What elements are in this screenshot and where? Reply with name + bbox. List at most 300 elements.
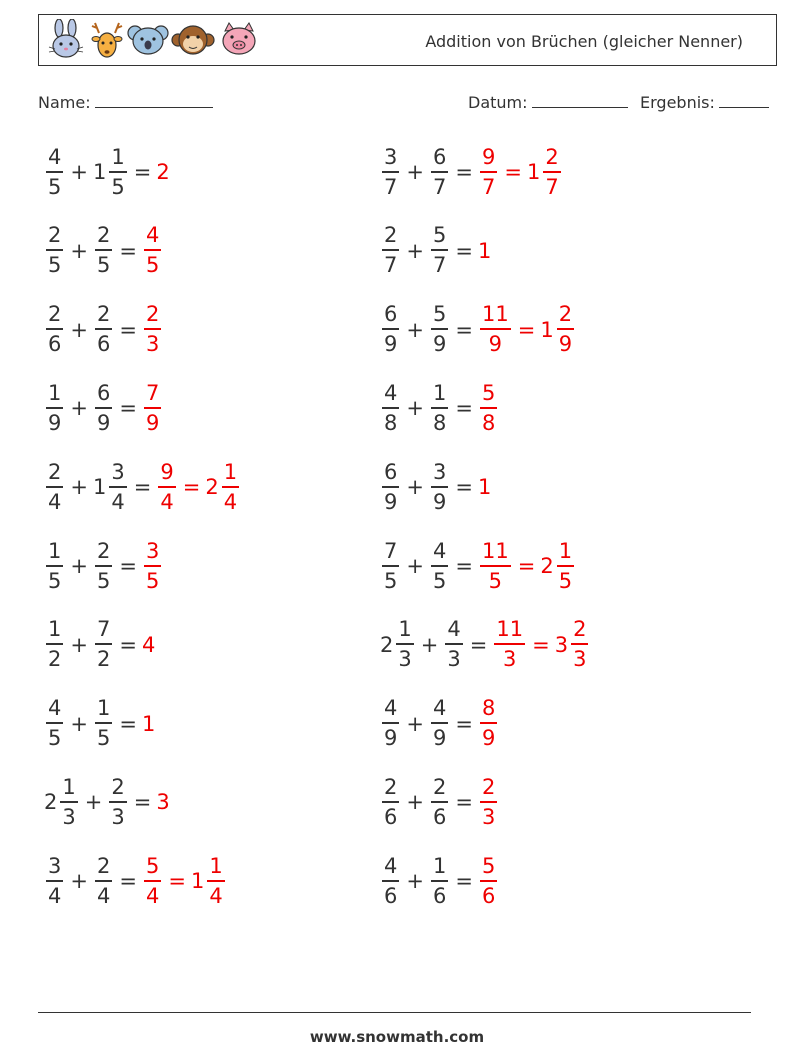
equals-sign: =: [133, 160, 152, 184]
problem-right-9: [380, 767, 499, 837]
addend-a-whole: 2: [44, 790, 58, 815]
plus-sign: +: [70, 632, 88, 657]
addend-b-fraction: [95, 619, 112, 670]
footer-url: www.snowmath.com: [309, 1028, 485, 1046]
problem-right-4: [380, 373, 499, 443]
equals-sign: =: [119, 632, 137, 657]
denominator: 5: [48, 726, 62, 751]
answer: [156, 790, 170, 814]
plus-sign: +: [406, 160, 424, 184]
numerator: 3: [111, 459, 125, 484]
answer-part-whole: 1: [477, 238, 492, 263]
answer-part-whole: 1: [526, 160, 541, 184]
answer: [492, 619, 590, 670]
answer-part-whole: 1: [141, 711, 156, 736]
answer-part-fraction: [480, 304, 511, 355]
answer-part-fraction: [480, 774, 497, 829]
numerator: 5: [481, 380, 496, 405]
answer-part-fraction: [144, 225, 161, 276]
numerator: 2: [432, 774, 447, 799]
numerator: 4: [384, 380, 398, 405]
denominator: 9: [432, 332, 447, 357]
numerator: 9: [481, 144, 496, 169]
addend-a-fraction: [46, 853, 63, 908]
plus-sign: +: [406, 711, 424, 736]
answer: [156, 459, 241, 514]
addend-a-fraction: [46, 380, 63, 435]
numerator: 1: [111, 144, 125, 169]
answer: [142, 538, 163, 593]
name-field[interactable]: [38, 93, 213, 112]
answer-part-whole: 2: [156, 160, 170, 184]
numerator: 6: [96, 380, 111, 405]
addend-a-fraction: [46, 304, 63, 355]
plus-sign: +: [70, 869, 88, 894]
addend-a-fraction: [46, 144, 63, 199]
denominator: 5: [96, 726, 111, 751]
addend-b-fraction: [431, 225, 448, 276]
numerator: 2: [111, 774, 125, 799]
addend-a-whole: 2: [380, 632, 394, 657]
numerator: 2: [145, 302, 160, 327]
answer-part-whole: 3: [156, 790, 170, 815]
addend-b-fraction: [445, 619, 462, 670]
addend-b-fraction: [431, 380, 448, 435]
answer: [478, 144, 563, 199]
answer: [478, 698, 499, 749]
numerator: 5: [145, 853, 160, 878]
answer-part-fraction: [222, 459, 239, 514]
answer-part-fraction: [571, 619, 588, 670]
addend-b-fraction: [431, 853, 448, 908]
answer-part-whole: 1: [477, 475, 492, 500]
numerator: 3: [384, 144, 398, 169]
plus-sign: +: [420, 632, 439, 657]
denominator: 3: [145, 332, 160, 357]
answer: [478, 380, 499, 435]
addend-a-fraction: [46, 619, 63, 670]
numerator: 3: [48, 853, 62, 878]
numerator: 1: [432, 380, 447, 405]
denominator: 2: [96, 647, 111, 672]
equals-sign: =: [455, 711, 473, 736]
plus-sign: +: [406, 238, 424, 263]
answer-part-fraction: [480, 538, 511, 593]
answer: [478, 774, 499, 829]
answer-equals-sign: =: [532, 632, 550, 657]
denominator: 9: [384, 332, 398, 357]
numerator: 1: [432, 853, 447, 878]
equals-sign: =: [119, 554, 137, 578]
answer-part-fraction: [158, 459, 175, 514]
problem-right-1: [380, 137, 563, 207]
numerator: 7: [145, 380, 160, 405]
numerator: 1: [48, 617, 62, 642]
denominator: 6: [384, 883, 398, 908]
addend-a-fraction: [382, 144, 399, 199]
equals-sign: =: [455, 396, 473, 421]
footer-divider: [38, 1012, 751, 1013]
equals-sign: =: [455, 238, 473, 263]
answer-part-whole: 2: [205, 475, 219, 500]
plus-sign: +: [70, 238, 88, 263]
numerator: 5: [481, 853, 496, 878]
addend-a-fraction: [382, 459, 399, 514]
answer: [142, 380, 163, 435]
problem-left-9: [44, 767, 171, 837]
addend-a-fraction: [382, 225, 399, 276]
date-label: Datum:: [468, 93, 528, 112]
addend-a-fraction: [46, 698, 63, 749]
numerator: 4: [48, 144, 62, 169]
result-blank[interactable]: [719, 93, 769, 108]
animal-icons: [45, 19, 261, 61]
problem-left-1: [44, 137, 171, 207]
numerator: 2: [96, 223, 111, 248]
answer: [142, 853, 227, 908]
denominator: 5: [384, 568, 398, 593]
numerator: 2: [48, 223, 62, 248]
denominator: 6: [48, 332, 62, 357]
denominator: 5: [48, 253, 62, 278]
addend-a-fraction: [382, 774, 399, 829]
denominator: 7: [545, 174, 559, 199]
numerator: 1: [223, 459, 238, 484]
numerator: 8: [481, 696, 496, 721]
numerator: 11: [496, 617, 524, 642]
problem-right-2: [380, 216, 492, 286]
denominator: 8: [432, 410, 447, 435]
numerator: 2: [384, 774, 398, 799]
answer: [142, 304, 163, 355]
equals-sign: =: [133, 790, 152, 815]
denominator: 4: [48, 489, 62, 514]
numerator: 2: [545, 144, 559, 169]
worksheet-header: [38, 14, 777, 66]
addend-a-fraction: [46, 225, 63, 276]
denominator: 3: [111, 804, 125, 829]
answer: [156, 160, 170, 184]
numerator: 2: [96, 302, 111, 327]
denominator: 4: [145, 883, 160, 908]
answer-part-fraction: [494, 619, 525, 670]
addend-b-fraction: [109, 774, 126, 829]
equals-sign: =: [119, 711, 137, 736]
denominator: 4: [111, 489, 125, 514]
problem-left-10: [44, 846, 227, 916]
denominator: 7: [384, 174, 398, 199]
numerator: 3: [432, 459, 447, 484]
numerator: 1: [398, 617, 412, 642]
answer-part-whole: 1: [190, 869, 205, 894]
equals-sign: =: [455, 869, 473, 894]
answer-equals-sign: =: [517, 554, 536, 578]
answer-part-whole: 3: [554, 632, 569, 657]
numerator: 2: [96, 538, 111, 563]
numerator: 2: [96, 853, 111, 878]
problem-left-5: [44, 452, 241, 522]
equals-sign: =: [455, 475, 473, 500]
numerator: 11: [481, 538, 509, 563]
name-blank[interactable]: [95, 93, 213, 108]
numerator: 1: [209, 853, 223, 878]
problem-left-8: [44, 689, 156, 759]
problem-left-7: [44, 610, 156, 680]
denominator: 5: [145, 253, 160, 278]
denominator: 9: [384, 489, 398, 514]
answer-part-fraction: [144, 538, 161, 593]
denominator: 4: [96, 883, 111, 908]
plus-sign: +: [70, 711, 88, 736]
denominator: 6: [432, 804, 447, 829]
addend-b-fraction: [95, 698, 112, 749]
answer-part-fraction: [557, 538, 574, 593]
date-field[interactable]: [468, 93, 628, 112]
addend-b-fraction: [431, 698, 448, 749]
pig-icon: [217, 19, 261, 61]
addend-b-fraction: [431, 144, 448, 199]
answer-part-fraction: [144, 853, 161, 908]
plus-sign: +: [70, 396, 88, 421]
answer-part-whole: 2: [540, 554, 554, 578]
plus-sign: +: [406, 317, 424, 342]
numerator: 2: [384, 223, 398, 248]
plus-sign: +: [70, 554, 88, 578]
denominator: 5: [48, 568, 62, 593]
denominator: 5: [111, 174, 125, 199]
addend-b-fraction: [95, 853, 112, 908]
denominator: 9: [558, 332, 573, 357]
denominator: 6: [96, 332, 111, 357]
numerator: 1: [62, 774, 76, 799]
denominator: 5: [432, 568, 447, 593]
answer-part-fraction: [144, 304, 161, 355]
answer-part-whole: 4: [141, 632, 156, 657]
numerator: 1: [48, 538, 62, 563]
denominator: 4: [223, 489, 238, 514]
denominator: 7: [432, 253, 447, 278]
numerator: 1: [48, 380, 62, 405]
addend-b-whole: 1: [92, 160, 107, 184]
denominator: 3: [398, 647, 412, 672]
problem-right-3: [380, 295, 576, 365]
numerator: 6: [384, 302, 398, 327]
denominator: 3: [447, 647, 461, 672]
numerator: 5: [432, 223, 447, 248]
plus-sign: +: [406, 475, 424, 500]
rabbit-icon: [45, 19, 87, 61]
answer-part-fraction: [480, 698, 497, 749]
denominator: 9: [481, 726, 496, 751]
plus-sign: +: [406, 790, 424, 815]
denominator: 4: [160, 489, 174, 514]
numerator: 2: [558, 302, 573, 327]
addend-b-fraction: [95, 304, 112, 355]
plus-sign: +: [406, 554, 424, 578]
equals-sign: =: [455, 317, 473, 342]
answer: [142, 633, 156, 657]
plus-sign: +: [84, 790, 103, 815]
answer: [478, 304, 576, 355]
addend-b-fraction: [95, 538, 112, 593]
denominator: 5: [145, 568, 160, 593]
numerator: 4: [145, 223, 160, 248]
answer-part-fraction: [480, 144, 497, 199]
addend-a-fraction: [382, 538, 399, 593]
addend-b-fraction: [431, 538, 448, 593]
addend-b-fraction: [95, 225, 112, 276]
addend-a-fraction: [382, 698, 399, 749]
monkey-icon: [171, 19, 215, 61]
problem-right-5: [380, 452, 492, 522]
problem-left-2: [44, 216, 163, 286]
addend-a-fraction: [46, 538, 63, 593]
denominator: 5: [488, 568, 503, 593]
koala-icon: [127, 19, 169, 61]
numerator: 4: [384, 853, 398, 878]
answer-equals-sign: =: [504, 160, 522, 184]
answer: [142, 225, 163, 276]
equals-sign: =: [455, 790, 473, 815]
answer-part-fraction: [207, 853, 224, 908]
addend-a-fraction: [382, 304, 399, 355]
numerator: 9: [160, 459, 174, 484]
addend-b-fraction: [95, 380, 112, 435]
addend-b-fraction: [109, 459, 126, 514]
problem-right-7: [380, 610, 590, 680]
answer-equals-sign: =: [168, 869, 186, 894]
numerator: 1: [558, 538, 573, 563]
addend-a-fraction: [60, 774, 77, 829]
result-field[interactable]: [640, 93, 769, 112]
denominator: 9: [488, 332, 503, 357]
answer: [478, 538, 576, 593]
equals-sign: =: [469, 632, 488, 657]
numerator: 4: [384, 696, 398, 721]
denominator: 3: [62, 804, 76, 829]
denominator: 8: [384, 410, 398, 435]
problem-right-8: [380, 689, 499, 759]
problem-right-10: [380, 846, 499, 916]
numerator: 4: [447, 617, 461, 642]
denominator: 6: [384, 804, 398, 829]
equals-sign: =: [455, 554, 473, 578]
worksheet-title: Addition von Brüchen (gleicher Nenner): [425, 32, 743, 51]
denominator: 2: [48, 647, 62, 672]
name-label: Name:: [38, 93, 91, 112]
plus-sign: +: [406, 396, 424, 421]
addend-a-fraction: [396, 619, 413, 670]
answer-part-fraction: [557, 304, 574, 355]
denominator: 3: [503, 647, 517, 672]
denominator: 4: [209, 883, 223, 908]
numerator: 3: [145, 538, 160, 563]
denominator: 7: [384, 253, 398, 278]
denominator: 5: [558, 568, 573, 593]
plus-sign: +: [406, 869, 424, 894]
date-blank[interactable]: [532, 93, 628, 108]
problem-left-3: [44, 295, 163, 365]
denominator: 7: [432, 174, 447, 199]
plus-sign: +: [70, 160, 88, 184]
addend-a-fraction: [46, 459, 63, 514]
denominator: 5: [96, 568, 111, 593]
numerator: 5: [432, 302, 447, 327]
numerator: 6: [432, 144, 447, 169]
denominator: 8: [481, 410, 496, 435]
equals-sign: =: [119, 869, 137, 894]
numerator: 7: [384, 538, 398, 563]
answer-part-fraction: [144, 380, 161, 435]
addend-b-fraction: [431, 304, 448, 355]
problem-left-6: [44, 531, 163, 601]
answer-part-fraction: [480, 853, 497, 908]
numerator: 2: [573, 617, 587, 642]
denominator: 5: [48, 174, 62, 199]
addend-b-fraction: [109, 144, 126, 199]
answer-equals-sign: =: [182, 475, 201, 500]
denominator: 9: [48, 410, 62, 435]
deer-icon: [89, 19, 125, 61]
answer-part-fraction: [480, 380, 497, 435]
numerator: 4: [432, 538, 447, 563]
denominator: 6: [432, 883, 447, 908]
equals-sign: =: [119, 238, 137, 263]
numerator: 11: [481, 302, 509, 327]
problem-right-6: [380, 531, 576, 601]
denominator: 9: [145, 410, 160, 435]
answer: [142, 712, 156, 736]
addend-a-fraction: [382, 853, 399, 908]
numerator: 4: [48, 696, 62, 721]
numerator: 2: [48, 302, 62, 327]
answer: [478, 239, 492, 263]
denominator: 4: [48, 883, 62, 908]
problem-left-4: [44, 373, 163, 443]
denominator: 3: [573, 647, 587, 672]
numerator: 7: [96, 617, 111, 642]
plus-sign: +: [70, 475, 88, 500]
equals-sign: =: [119, 396, 137, 421]
plus-sign: +: [70, 317, 88, 342]
result-label: Ergebnis:: [640, 93, 715, 112]
answer-equals-sign: =: [517, 317, 536, 342]
denominator: 9: [432, 726, 447, 751]
numerator: 2: [48, 459, 62, 484]
equals-sign: =: [133, 475, 152, 500]
denominator: 5: [96, 253, 111, 278]
equals-sign: =: [455, 160, 473, 184]
numerator: 6: [384, 459, 398, 484]
answer-part-fraction: [543, 144, 560, 199]
addend-b-whole: 1: [92, 475, 107, 500]
denominator: 7: [481, 174, 496, 199]
denominator: 9: [96, 410, 111, 435]
equals-sign: =: [119, 317, 137, 342]
numerator: 2: [481, 774, 496, 799]
numerator: 4: [432, 696, 447, 721]
denominator: 6: [481, 883, 496, 908]
answer-part-whole: 1: [540, 317, 554, 342]
numerator: 1: [96, 696, 111, 721]
denominator: 9: [384, 726, 398, 751]
addend-b-fraction: [431, 774, 448, 829]
denominator: 9: [432, 489, 447, 514]
denominator: 3: [481, 804, 496, 829]
answer: [478, 853, 499, 908]
addend-a-fraction: [382, 380, 399, 435]
answer: [478, 475, 492, 499]
